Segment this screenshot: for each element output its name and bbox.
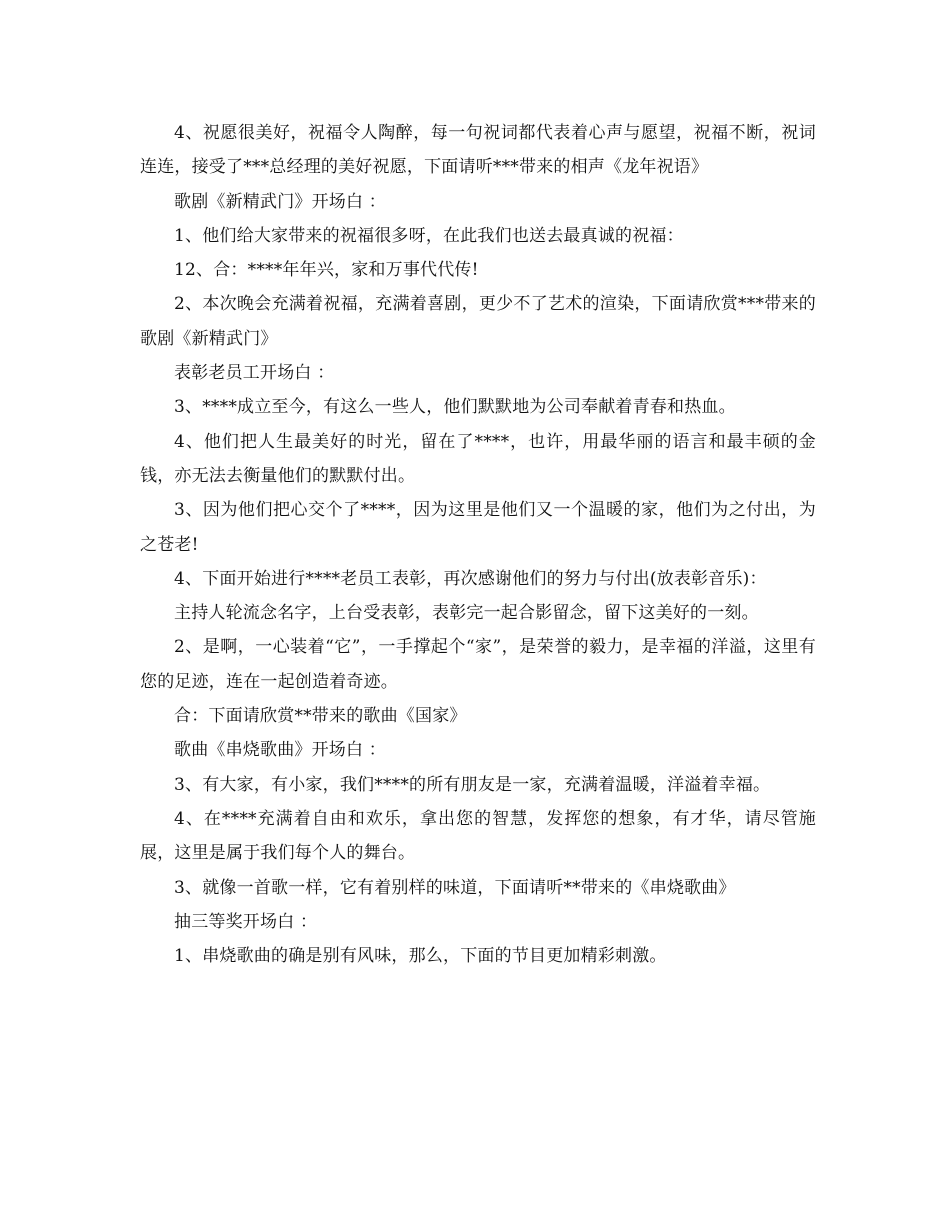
paragraph: 4、在****充满着自由和欢乐，拿出您的智慧，发挥您的想象，有才华，请尽管施展，这里是属于我们每个人的舞台。 xyxy=(140,808,816,864)
section-heading: 歌曲《串烧歌曲》开场白 ： xyxy=(174,740,387,761)
paragraph: 3、就像一首歌一样，它有着别样的味道，下面请听**带来的《串烧歌曲》 xyxy=(174,877,736,898)
paragraph: 3、有大家，有小家，我们****的所有朋友是一家，充满着温暖，洋溢着幸福。 xyxy=(174,774,771,795)
paragraph: 合：下面请欣赏**带来的歌曲《国家》 xyxy=(174,706,467,727)
paragraph: 4、下面开始进行****老员工表彰，再次感谢他们的努力与付出(放表彰音乐)： xyxy=(174,568,767,589)
paragraph: 4、祝愿很美好，祝福令人陶醉，每一句祝词都代表着心声与愿望，祝福不断，祝词连连，接受了***总经理的美好祝愿，下面请听***带来的相声《龙年祝语》 xyxy=(140,123,816,178)
paragraph: 2、是啊，一心装着“它”，一手撑起个“家”，是荣誉的毅力，是幸福的洋溢，这里有您的足迹，连在一起创造着奇迹。 xyxy=(140,637,816,692)
paragraph: 12、合：****年年兴，家和万事代代传! xyxy=(174,260,479,281)
section-heading: 歌剧《新精武门》开场白 ： xyxy=(174,191,387,212)
paragraph: 3、因为他们把心交个了****，因为这里是他们又一个温暖的家，他们为之付出，为之苍老! xyxy=(140,500,816,555)
paragraph: 1、串烧歌曲的确是别有风味，那么，下面的节目更加精彩刺激。 xyxy=(174,946,667,967)
paragraph: 1、他们给大家带来的祝福很多呀，在此我们也送去最真诚的祝福： xyxy=(174,225,684,246)
paragraph: 主持人轮流念名字，上台受表彰，表彰完一起合影留念，留下这美好的一刻。 xyxy=(174,603,759,624)
paragraph: 3、****成立至今，有这么一些人，他们默默地为公司奉献着青春和热血。 xyxy=(174,397,736,418)
section-heading: 表彰老员工开场白 ： xyxy=(174,363,335,384)
paragraph: 4、他们把人生最美好的时光，留在了****，也许，用最华丽的语言和最丰硕的金钱，亦无法去衡量他们的默默付出。 xyxy=(140,431,816,486)
section-heading: 抽三等奖开场白 ： xyxy=(174,911,318,932)
document-body xyxy=(140,116,816,973)
paragraph: 2、本次晚会充满着祝福，充满着喜剧，更少不了艺术的渲染，下面请欣赏***带来的歌剧《新精武门》 xyxy=(140,294,816,349)
